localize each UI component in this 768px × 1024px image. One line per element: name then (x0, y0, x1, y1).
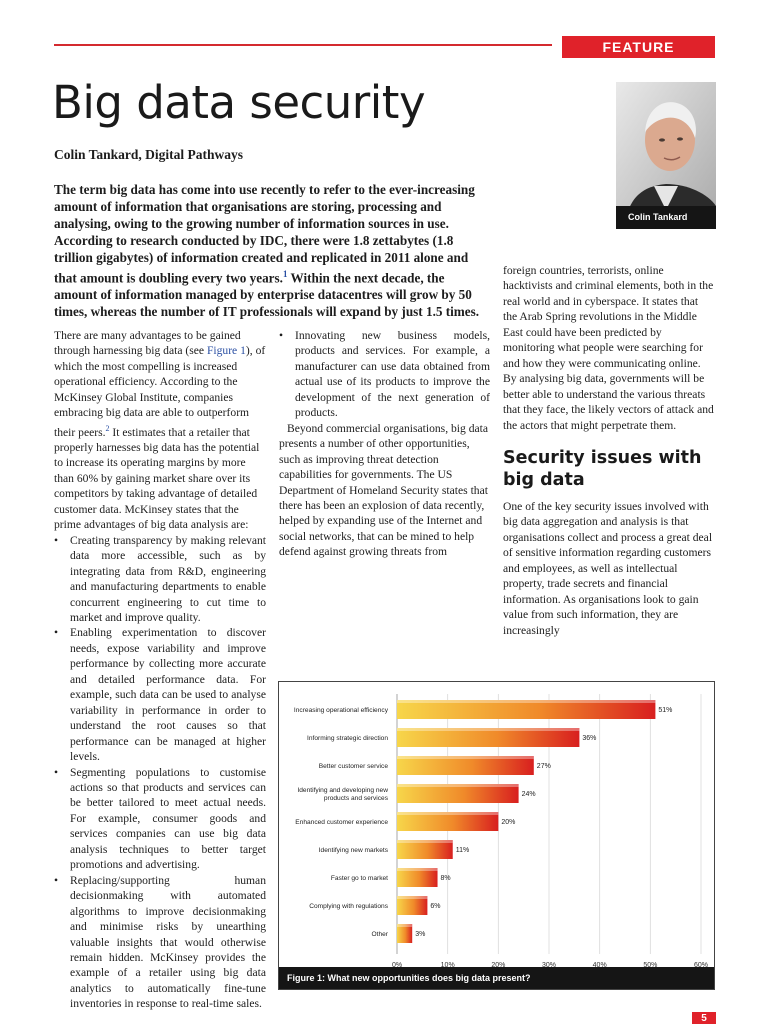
x-tick-label: 10% (440, 962, 455, 967)
body-paragraph: foreign countries, terrorists, online hacktivists and criminal elements, both in the real world and in cyberspace. It states that the Arab Spring revolutions in the Middle East could have been predicted by monitoring what people were searching for and how they were communicating online. By analysing big data, governments will be better able to understand the various threats that they face, the likely vectors of attack and the actors that might perpetrate them. (503, 264, 714, 432)
x-tick-label: 0% (391, 962, 403, 967)
x-tick-label: 60% (693, 962, 709, 967)
bar-highlight (397, 896, 427, 899)
bar-value-label: 3% (415, 931, 426, 938)
x-tick-label: 20% (491, 962, 506, 967)
bullet-item: • Creating transparency by making relevant data more accessible, such as by integrating data from R&D, engineering and manufacturing departments to enable concurrent engineering to cut time to market and improve quality. (54, 533, 266, 626)
bar-chart (279, 682, 714, 967)
bar-value-label: 36% (582, 735, 597, 742)
bar-value-label: 11% (455, 847, 470, 854)
section-subhead: Security issues with big data (503, 447, 702, 490)
bar-highlight (397, 812, 498, 815)
bullet-item: • Enabling experimentation to discover needs, expose variability and improve performance by collecting more accurate and detailed performance data. For example, such data can be used to analyse variability in performance in order to understand the root causes so that performance can be managed at higher levels. (54, 625, 266, 764)
portrait-caption: Colin Tankard (616, 206, 716, 229)
bar-value-label: 24% (521, 791, 536, 798)
x-tick-label: 40% (592, 962, 607, 967)
bar-value-label: 27% (536, 763, 551, 770)
bar-highlight (397, 840, 453, 843)
column-2 (279, 328, 490, 560)
bar-highlight (397, 700, 655, 703)
category-label: Identifying and developing new products and services (297, 787, 388, 802)
figure-1 (278, 681, 715, 990)
category-label: Better customer service (318, 763, 388, 770)
byline: Colin Tankard, Digital Pathways (54, 147, 244, 162)
bar-highlight (397, 784, 519, 787)
category-label: Identifying new markets (318, 847, 388, 854)
bar-value-label: 6% (430, 903, 441, 910)
bullet-item: • Replacing/supporting human decisionmaking with automated algorithms to improve decisionmaking and minimise risks by unearthing valuable insights that would otherwise remain hidden. McKinsey provides the example of a retailer using big data analytics to automatically fine-tune inventories in response to real-time sales. (54, 873, 266, 1012)
bar-highlight (397, 868, 438, 871)
bullet-item: • Segmenting populations to customise actions so that products and services can be better tailored to meet actual needs. For example, consumer goods and services companies can use big data analysis techniques to better target promotions and advertising. (54, 765, 266, 873)
bar-highlight (397, 728, 579, 731)
page-number: 5 (692, 1012, 716, 1024)
bar-highlight (397, 924, 412, 927)
category-label: Faster go to market (330, 875, 388, 882)
category-label: Enhanced customer experience (295, 819, 388, 826)
category-label: Informing strategic direction (307, 735, 388, 742)
body-paragraph: One of the key security issues involved with big data aggregation and analysis is that organisations collect and process a great deal of sensitive information regarding customers and employees, as well as intellectual property, trade secrets and financial information. As organisations look to gain value from such information, they are increasingly (503, 499, 713, 637)
footnote-ref[interactable]: 2 (105, 423, 110, 433)
bar-value-label: 51% (658, 707, 673, 714)
column-3 (503, 263, 714, 638)
bullet-list (279, 328, 490, 421)
category-label: Complying with regulations (309, 903, 388, 910)
bar-value-label: 20% (501, 819, 516, 826)
footnote-ref[interactable]: 1 (282, 269, 288, 279)
body-paragraph: Beyond commercial organisations, big data presents a number of other opportunities, such as improving threat detection capabilities for governments. The US Department of Homeland Security states that there has been an explosion of data recently, helped by expanding use of the Internet and social networks, that can be mined to help defend against growing threats from (279, 421, 489, 559)
category-label: Other (371, 931, 388, 938)
top-rule (54, 44, 552, 46)
section-tag: FEATURE (562, 36, 715, 58)
x-tick-label: 30% (541, 962, 557, 967)
bar-highlight (397, 756, 534, 759)
x-tick-label: 50% (643, 962, 658, 967)
category-label: Increasing operational efficiency (293, 707, 388, 714)
body-paragraph: There are many advantages to be gained through harnessing big data (see Figure 1), of which the most compelling is increased operational efficiency. According to the McKinsey Global Institute, companies embracing big data are able to outperform their peers.$^2$ It estimates that a retailer that properly harnesses big data has the potential to increase its operating margins by more than 60% by gaining market share over its competitors by taking advantage of detailed customer data. McKinsey states that the prime advantages of big data analysis are: (54, 329, 266, 532)
article-title: Big data security (52, 76, 426, 129)
lead-paragraph: The term big data has come into use recently to refer to the ever-increasing amount of information that organisations are storing, processing and analysing, owing to the growing number of information sources in use. According to research conducted by IDC, there were 1.8 zettabytes (1.8 trillion gigabytes) of information created and replicated in 2011 alone and that amount is doubling every two years.$^1$ Within the next decade, the amount of information managed by enterprise datacentres will grow by 50 times, whereas the number of IT professionals will expand by just 1.5 times. (54, 182, 480, 320)
column-1 (54, 328, 266, 1011)
figure-link[interactable]: Figure 1 (206, 344, 246, 358)
figure-caption: Figure 1: What new opportunities does big data present? (279, 967, 714, 989)
bullet-list (54, 533, 266, 1012)
bar-value-label: 8% (440, 875, 451, 882)
bullet-item: • Innovating new business models, products and services. For example, a manufacturer can use data obtained from actual use of its products to improve the development of the next generation of products. (279, 328, 490, 421)
